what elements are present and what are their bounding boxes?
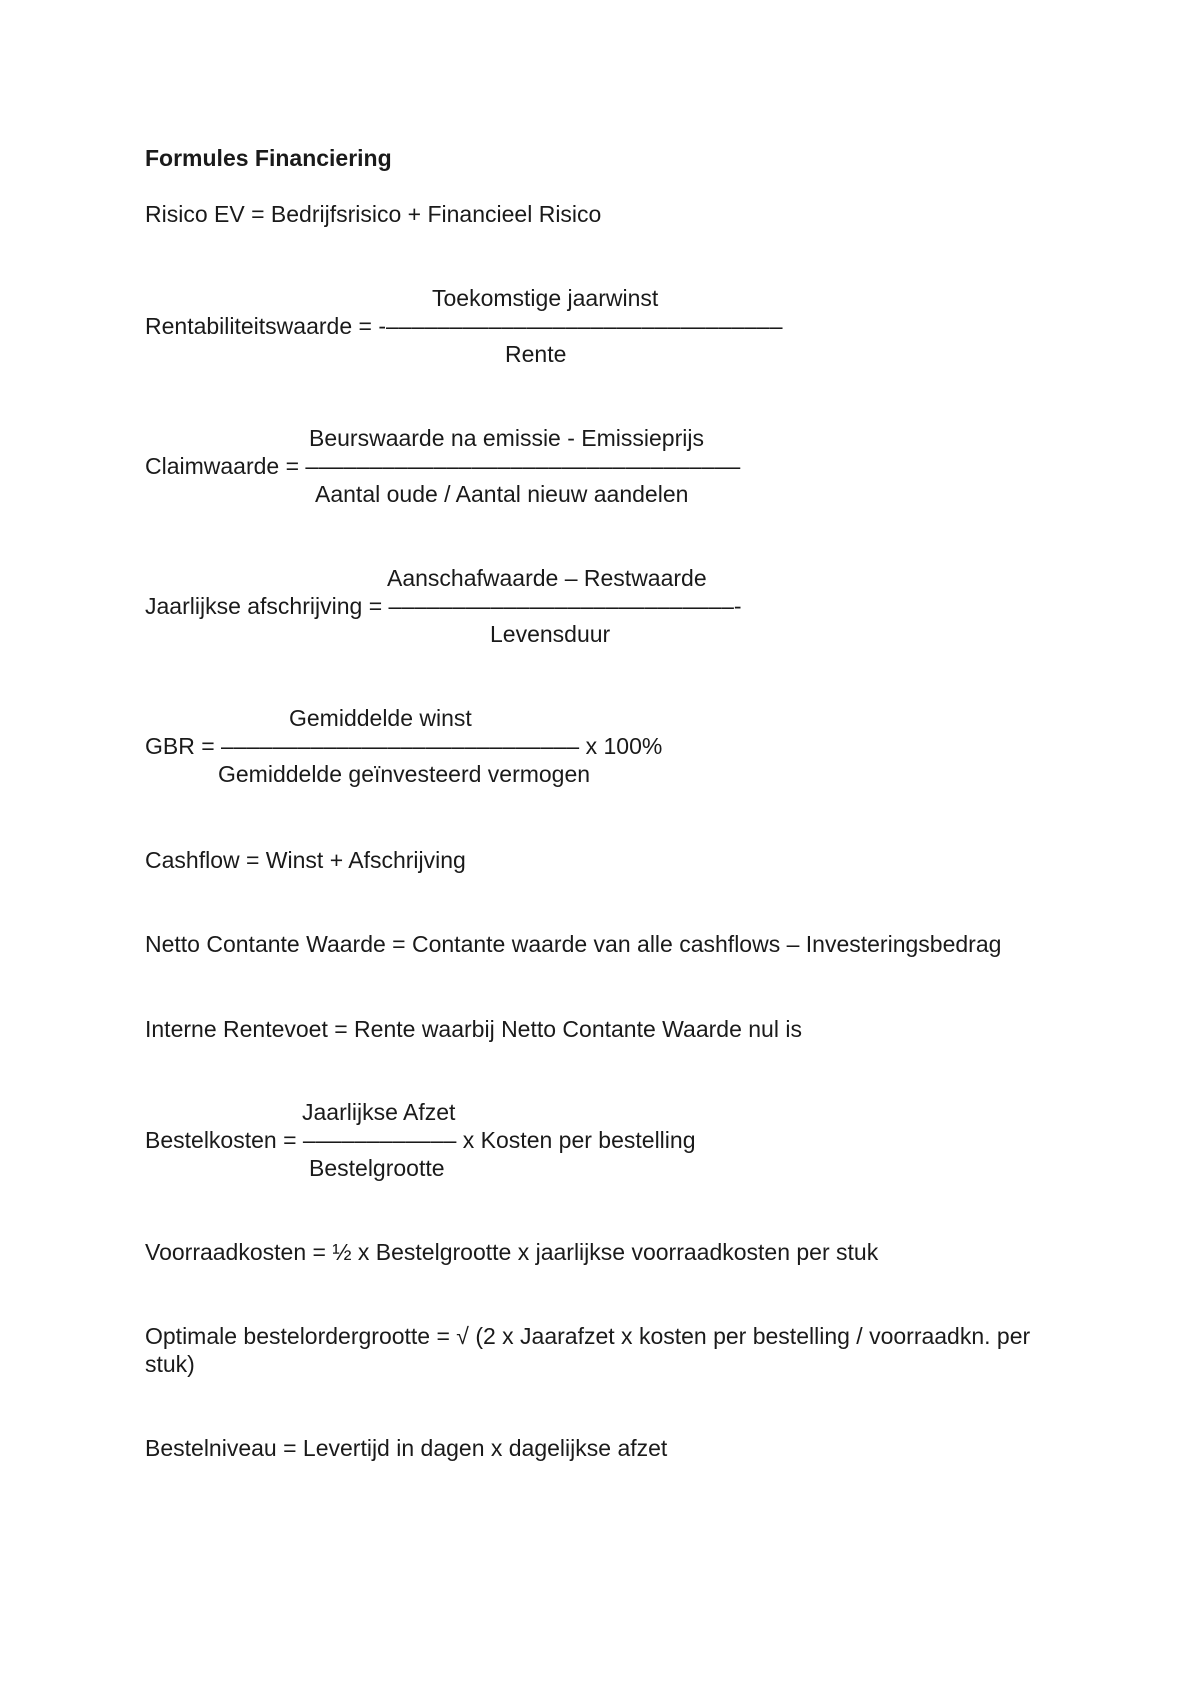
afschrijving-formula: Jaarlijkse afschrijving = –––––––––––––––––––––––––––- bbox=[145, 593, 742, 619]
formula-risico: Risico EV = Bedrijfsrisico + Financieel Risico bbox=[145, 201, 602, 227]
formula-ncw: Netto Contante Waarde = Contante waarde van alle cashflows – Investeringsbedrag bbox=[145, 931, 1002, 957]
formula-bestelniveau: Bestelniveau = Levertijd in dagen x dagelijkse afzet bbox=[145, 1435, 668, 1461]
claim-numerator: Beurswaarde na emissie - Emissieprijs bbox=[309, 425, 704, 451]
formula-voorraadkosten: Voorraadkosten = ½ x Bestelgrootte x jaarlijkse voorraadkosten per stuk bbox=[145, 1239, 879, 1265]
bestelkosten-formula: Bestelkosten = –––––––––––– x Kosten per bestelling bbox=[145, 1127, 696, 1153]
formula-irr: Interne Rentevoet = Rente waarbij Netto Contante Waarde nul is bbox=[145, 1016, 802, 1042]
afschrijving-numerator: Aanschafwaarde – Restwaarde bbox=[387, 565, 707, 591]
afschrijving-denominator: Levensduur bbox=[490, 621, 611, 647]
rentabiliteit-formula: Rentabiliteitswaarde = -––––––––––––––––––––––––––––––– bbox=[145, 313, 783, 339]
formula-cashflow: Cashflow = Winst + Afschrijving bbox=[145, 847, 466, 873]
rentabiliteit-denominator: Rente bbox=[505, 341, 567, 367]
claim-formula: Claimwaarde = –––––––––––––––––––––––––––––––––– bbox=[145, 453, 741, 479]
gbr-denominator: Gemiddelde geïnvesteerd vermogen bbox=[218, 761, 591, 787]
claim-denominator: Aantal oude / Aantal nieuw aandelen bbox=[315, 481, 689, 507]
formula-optimale-bestelordergrootte: Optimale bestelordergrootte = √ (2 x Jaarafzet x kosten per bestelling / voorraadkn. per stuk) bbox=[145, 1323, 1031, 1377]
gbr-numerator: Gemiddelde winst bbox=[289, 705, 472, 731]
rentabiliteit-numerator: Toekomstige jaarwinst bbox=[432, 285, 659, 311]
gbr-formula: GBR = –––––––––––––––––––––––––––– x 100% bbox=[145, 733, 663, 759]
bestelkosten-numerator: Jaarlijkse Afzet bbox=[302, 1099, 456, 1125]
bestelkosten-denominator: Bestelgrootte bbox=[309, 1155, 445, 1181]
page-title: Formules Financiering bbox=[145, 145, 392, 171]
